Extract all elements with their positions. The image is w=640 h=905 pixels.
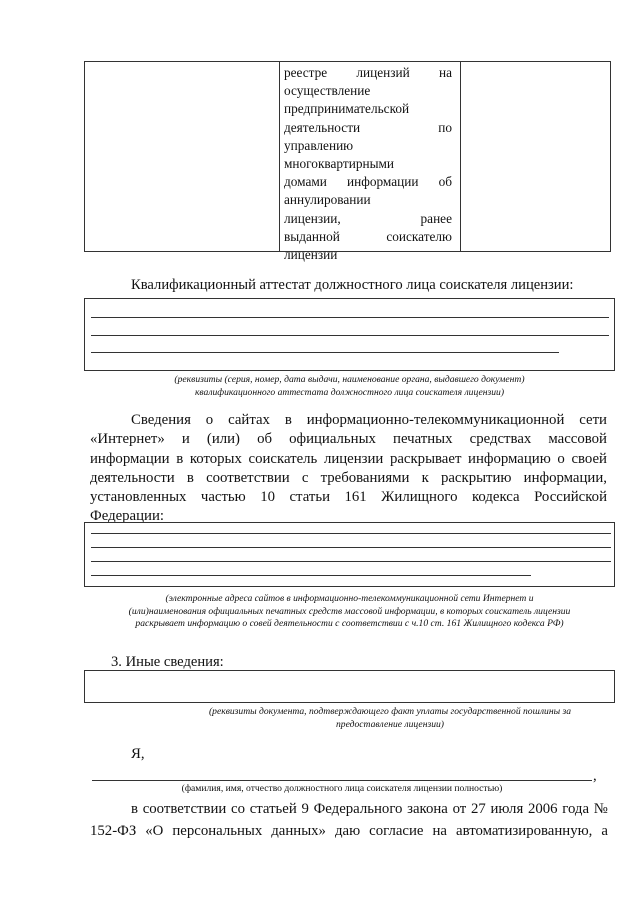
ya-label: Я, xyxy=(131,746,145,762)
word: Российской xyxy=(534,489,607,506)
word: выданной xyxy=(284,228,340,244)
word: от xyxy=(452,801,467,817)
word: лицензии, xyxy=(284,210,341,226)
caption-line: квалификационного аттестата должностного лица соискателя лицензии) xyxy=(194,386,505,398)
word: (или) xyxy=(206,431,240,448)
paragraph-line xyxy=(90,450,607,469)
qualification-heading: Квалификационный аттестат должностного лица соискателя лицензии: xyxy=(131,277,574,293)
word: лицензии xyxy=(284,247,338,263)
websites-caption xyxy=(84,593,615,631)
word: а xyxy=(601,823,608,839)
word: которых xyxy=(189,450,242,467)
table-cell-middle xyxy=(280,62,461,263)
word: массовой xyxy=(548,431,607,448)
word: на xyxy=(432,823,447,839)
paragraph-line xyxy=(90,469,607,488)
word: об xyxy=(438,174,452,190)
word: 152-ФЗ xyxy=(90,823,137,839)
consent-line xyxy=(90,822,608,841)
cell-line xyxy=(284,82,452,100)
word: об xyxy=(257,431,273,448)
word: Жилищного xyxy=(381,489,458,506)
websites-box[interactable] xyxy=(84,522,615,587)
entry-line xyxy=(91,547,611,548)
word: сети xyxy=(579,412,607,428)
word: лицензий xyxy=(356,65,410,80)
entry-line xyxy=(91,561,611,562)
consent-line-1 xyxy=(131,800,608,819)
word: информацию xyxy=(468,450,551,467)
word: о xyxy=(557,450,565,467)
word: в xyxy=(186,469,194,486)
cell-line xyxy=(284,64,452,82)
word: информации, xyxy=(523,469,607,486)
word: официальных xyxy=(289,431,376,448)
caption-line: (реквизиты (серия, номер, дата выдачи, наименование органа, выдавшего документ) xyxy=(174,374,525,385)
caption-line: предоставление лицензии) xyxy=(336,718,444,730)
cell-line xyxy=(284,210,452,228)
caption-line: раскрывает информацию о совей деятельности с соответствии с ч.10 ст. 161 Жилищного кодекса РФ) xyxy=(135,618,564,629)
cell-line xyxy=(284,155,452,173)
word: раскрытию xyxy=(440,469,512,486)
word: персональных xyxy=(172,823,263,839)
word: соискатель xyxy=(248,450,318,467)
word: соответствии xyxy=(142,801,227,817)
cell-line xyxy=(284,119,452,137)
top-table xyxy=(84,61,611,263)
word: июля xyxy=(490,801,524,817)
word: аннулировании xyxy=(284,192,371,208)
word: на xyxy=(438,65,452,80)
qualification-caption xyxy=(84,374,615,399)
word: информации xyxy=(346,174,419,190)
word: информации xyxy=(90,450,170,467)
word: предпринимательской xyxy=(284,101,410,117)
word: в xyxy=(284,412,292,428)
word: к xyxy=(421,469,429,486)
word: «Интернет» xyxy=(90,431,165,448)
word: и xyxy=(181,431,190,448)
word: реестре xyxy=(284,65,328,80)
word: Сведения xyxy=(131,412,191,428)
paragraph-line xyxy=(90,488,607,507)
word: данных» xyxy=(271,823,326,839)
word: «О xyxy=(145,823,164,839)
word: по xyxy=(438,119,452,135)
cell-line xyxy=(284,137,452,155)
word: даю xyxy=(334,823,361,839)
consent-line-2 xyxy=(90,822,608,841)
word: лицензии xyxy=(323,450,384,467)
word: печатных xyxy=(393,431,453,448)
word: соответствии xyxy=(206,469,290,486)
other-info-heading: 3. Иные сведения: xyxy=(111,654,224,670)
name-caption: (фамилия, имя, отчество должностного лица соискателя лицензии полностью) xyxy=(181,783,503,794)
word: домами xyxy=(284,174,327,190)
word: 161 xyxy=(344,489,367,506)
word: автоматизированную, xyxy=(456,823,593,839)
word: статьи xyxy=(289,489,331,506)
word: с xyxy=(301,469,309,486)
other-info-caption xyxy=(170,706,610,731)
word: в xyxy=(131,801,138,817)
word: со xyxy=(231,801,245,817)
websites-paragraph xyxy=(90,411,607,527)
word: закона xyxy=(407,801,448,817)
word: 2006 xyxy=(527,801,558,817)
word: № xyxy=(593,801,608,817)
word: установленных xyxy=(90,489,187,506)
word: Федерального xyxy=(313,801,403,817)
word: своей xyxy=(571,450,607,467)
word: 27 xyxy=(470,801,486,817)
table-cell-left xyxy=(85,62,280,251)
entry-line xyxy=(91,533,611,534)
entry-line xyxy=(91,352,559,353)
word: частью xyxy=(200,489,246,506)
caption-line: (реквизиты документа, подтверждающего факт уплаты государственной пошлины за xyxy=(208,706,572,717)
word: многоквартирными xyxy=(284,156,395,172)
caption-line: (или)наименования официальных печатных средств массовой информации, в которых соискатель лицензии xyxy=(128,605,571,617)
table-cell-right xyxy=(461,62,610,251)
word: средствах xyxy=(469,431,532,448)
word: требованиями xyxy=(320,469,410,486)
cell-line xyxy=(284,191,452,209)
cell-line xyxy=(284,173,452,191)
word: сайтах xyxy=(228,412,270,428)
word: управлению xyxy=(284,137,354,153)
word: согласие xyxy=(369,823,424,839)
word: осуществление xyxy=(284,83,371,99)
word: деятельности xyxy=(90,469,175,486)
word: ранее xyxy=(420,210,452,226)
other-info-box[interactable] xyxy=(84,670,615,703)
word: 9 xyxy=(301,801,309,817)
name-comma: , xyxy=(593,768,597,784)
word: деятельности xyxy=(284,119,361,135)
word: статьей xyxy=(249,801,297,817)
word: 10 xyxy=(260,489,276,506)
entry-line xyxy=(91,317,609,318)
qualification-box[interactable] xyxy=(84,298,615,371)
word: раскрывает xyxy=(389,450,462,467)
word: года xyxy=(562,801,590,817)
cell-line xyxy=(284,246,452,264)
word: соискателю xyxy=(386,228,452,244)
entry-line xyxy=(91,575,531,576)
cell-line xyxy=(284,228,452,246)
name-entry-line[interactable] xyxy=(92,780,592,781)
caption-line: (электронные адреса сайтов в информационно-телекоммуникационной сети Интернет и xyxy=(165,593,534,604)
word: информационно-телекоммуникационной xyxy=(306,412,565,428)
cell-text xyxy=(284,64,452,264)
paragraph-line xyxy=(90,411,607,430)
word: кодекса xyxy=(471,489,520,506)
paragraph-line xyxy=(90,430,607,449)
word: о xyxy=(205,412,214,428)
consent-line xyxy=(131,800,608,819)
word: Федерации: xyxy=(90,508,164,525)
word: в xyxy=(176,450,184,467)
entry-line xyxy=(91,335,609,336)
cell-line xyxy=(284,100,452,118)
